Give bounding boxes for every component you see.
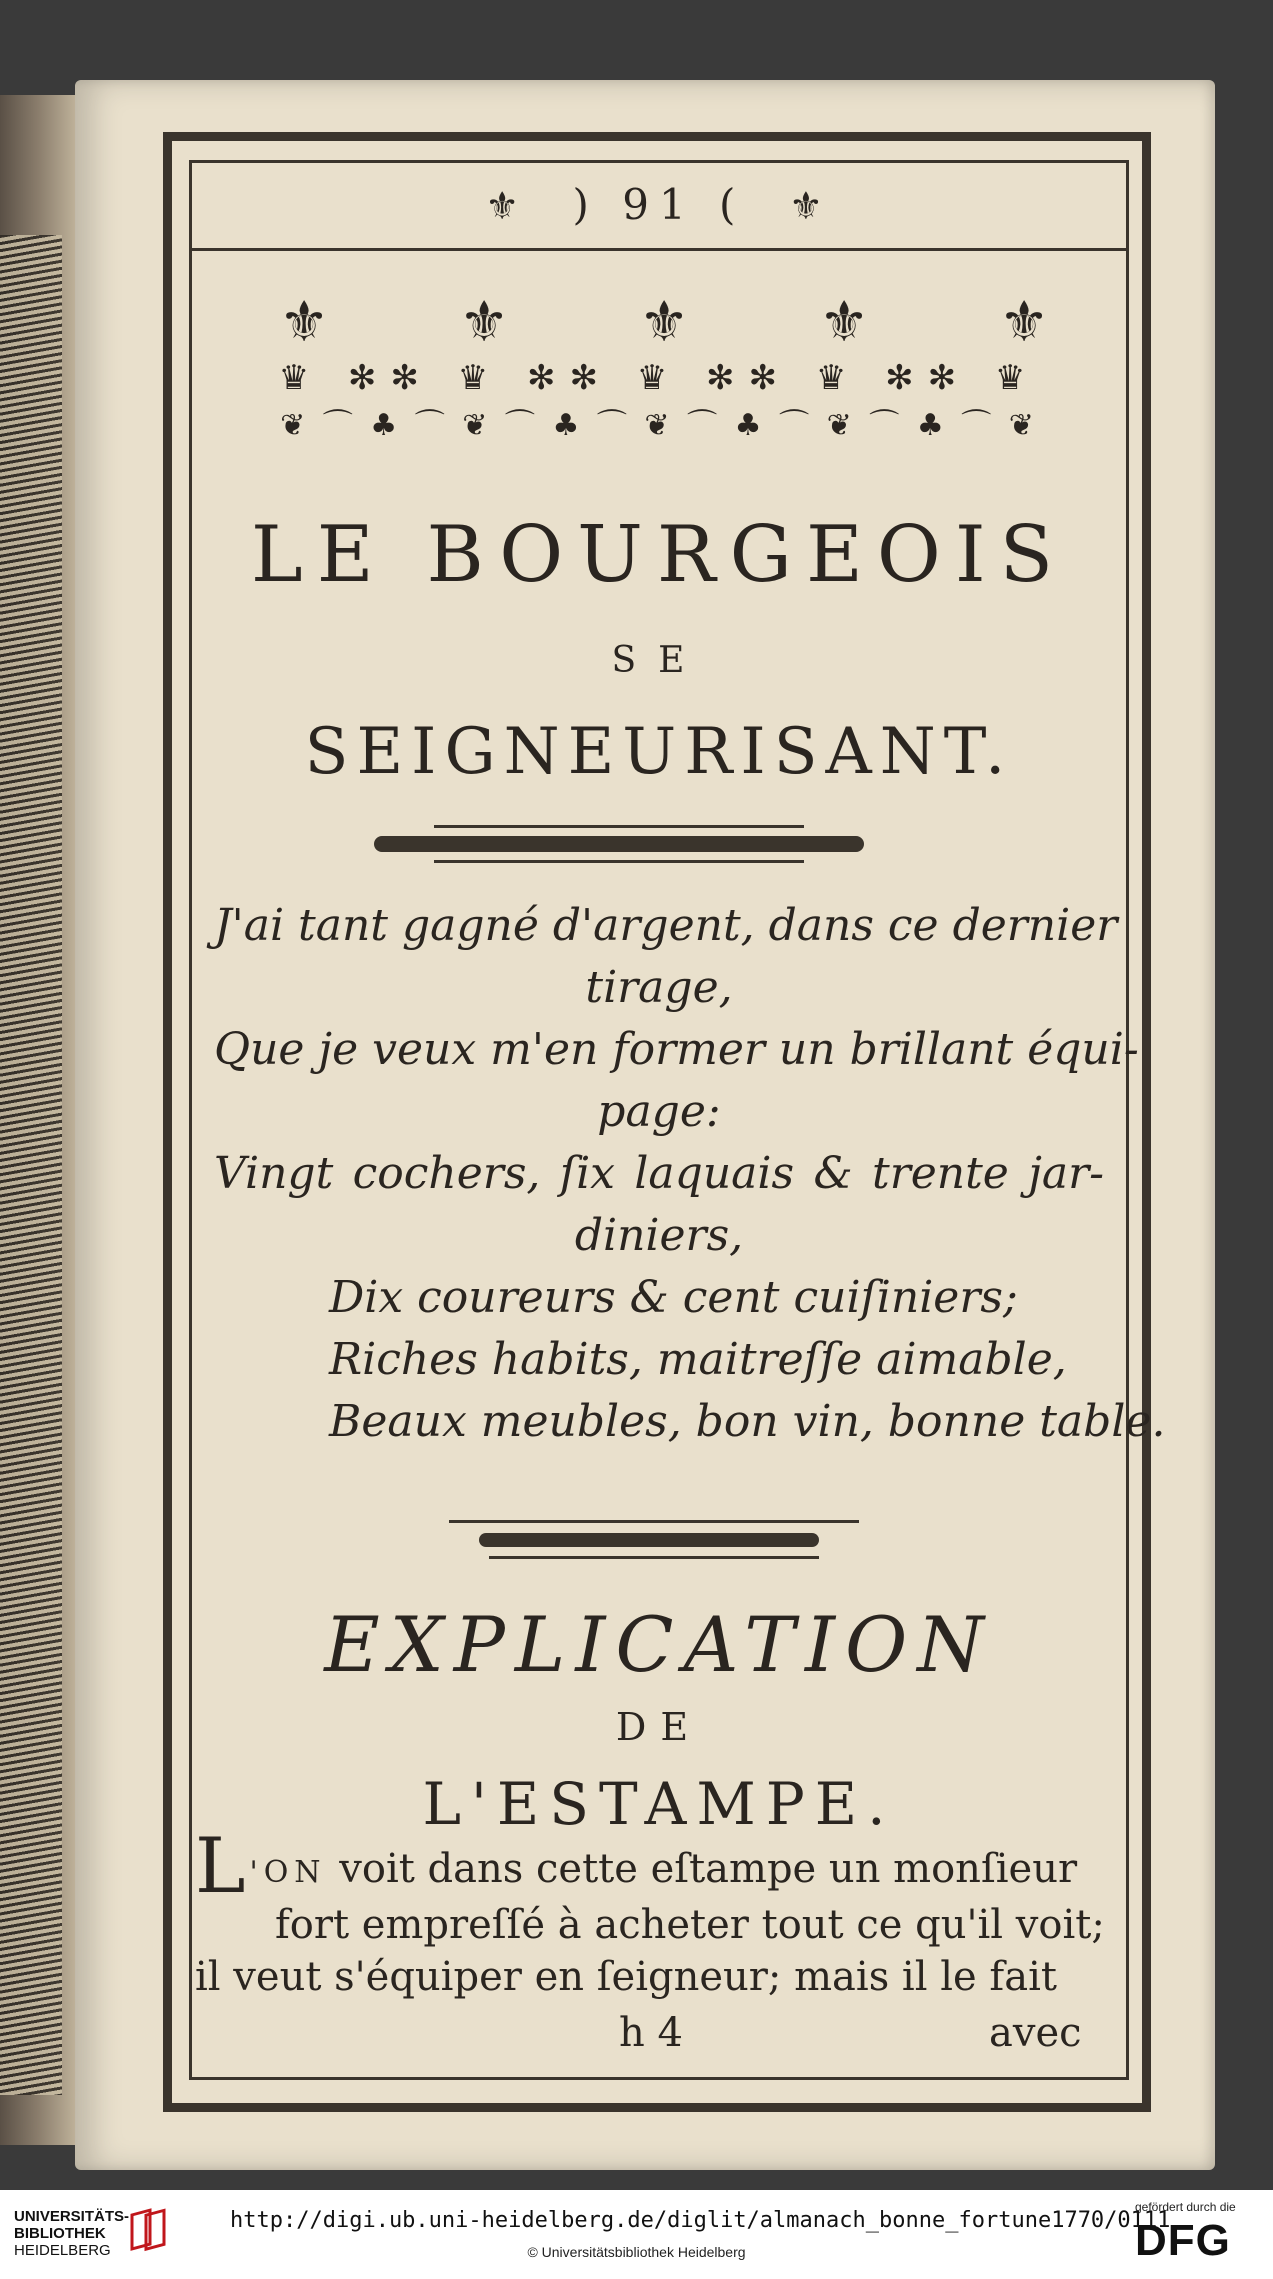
fleur-icon: ⚜	[279, 290, 330, 355]
star-border: ♛ ✻✻ ♛ ✻✻ ♛ ✻✻ ♛ ✻✻ ♛	[278, 358, 1040, 398]
signature-mark: h 4	[619, 2010, 683, 2056]
library-name-line: HEIDELBERG	[14, 2242, 111, 2259]
title-line-2: SE	[611, 640, 707, 681]
divider-rule	[449, 1520, 859, 1523]
book-page	[75, 80, 1215, 2170]
body-line: fort empreſſé à acheter tout ce qu'il voit;	[275, 1902, 1105, 1948]
body-line	[195, 1821, 1115, 1910]
fleur-icon: ⚜	[639, 290, 690, 355]
section-subject: L'ESTAMPE.	[422, 1770, 896, 1838]
divider-rule	[489, 1556, 819, 1559]
body-line: il veut s'équiper en ſeigneur; mais il le fait	[195, 1954, 1057, 2000]
page-number: ) 91 (	[572, 180, 746, 229]
title-line-1: LE BOURGEOIS	[250, 510, 1068, 600]
page-content	[189, 160, 1166, 2080]
verse-line: J'ai tant gagné d'argent, dans ce dernier	[214, 900, 1118, 951]
section-title: EXPLICATION	[324, 1600, 994, 1689]
dropcap: L	[195, 1821, 246, 1910]
header-ornament-left: ⚜	[485, 184, 530, 228]
funding-caption: gefördert durch die	[1135, 2200, 1236, 2214]
divider-bar	[479, 1533, 819, 1547]
body-line-1-text: voit dans cette eſtampe un monſieur	[339, 1846, 1078, 1892]
divider-rule	[434, 825, 804, 828]
verse-line: page:	[597, 1086, 721, 1137]
verse-line: Beaux meubles, bon vin, bonne table.	[329, 1396, 1166, 1447]
verse-line: Vingt cochers, ſix laquais & trente jar-	[214, 1148, 1104, 1199]
fleur-icon: ⚜	[459, 290, 510, 355]
vine-border: ❦ ⌒ ♣ ⌒ ❦ ⌒ ♣ ⌒ ❦ ⌒ ♣ ⌒ ❦ ⌒ ♣ ⌒ ❦	[280, 408, 1038, 443]
header-rule	[189, 248, 1129, 251]
body-text	[195, 1821, 1115, 2003]
copyright-notice: © Universitätsbibliothek Heidelberg	[527, 2244, 746, 2260]
catchword: avec	[989, 2010, 1082, 2056]
verse-line: tirage,	[585, 962, 733, 1013]
smallcaps: 'ON	[249, 1855, 327, 1890]
verse-line: Que je veux m'en former un brillant équi-	[214, 1024, 1139, 1075]
decorative-headpiece	[249, 290, 1069, 443]
verse-line: Riches habits, maitreſſe aimable,	[329, 1334, 1067, 1385]
divider-bar	[374, 836, 864, 852]
viewer-footer	[0, 2190, 1273, 2279]
library-name-line: BIBLIOTHEK	[14, 2225, 106, 2242]
section-connector: DE	[615, 1705, 703, 1749]
title-line-3: SEIGNEURISANT.	[304, 715, 1014, 789]
page-header	[189, 180, 1129, 229]
verse-line: Dix coureurs & cent cuiſiniers;	[329, 1272, 1018, 1323]
facing-page-engraving	[0, 235, 62, 2095]
header-ornament-right: ⚜	[788, 184, 833, 228]
library-name-line: UNIVERSITÄTS-	[14, 2208, 130, 2225]
divider-rule	[434, 860, 804, 863]
verse	[214, 895, 1166, 1453]
fleur-icon: ⚜	[999, 290, 1050, 355]
fleur-icon: ⚜	[819, 290, 870, 355]
permalink-url[interactable]: http://digi.ub.uni-heidelberg.de/diglit/almanach_bonne_fortune1770/0111	[230, 2208, 1171, 2233]
dfg-logo[interactable]: DFG	[1135, 2216, 1231, 2265]
verse-line: diniers,	[574, 1210, 744, 1261]
